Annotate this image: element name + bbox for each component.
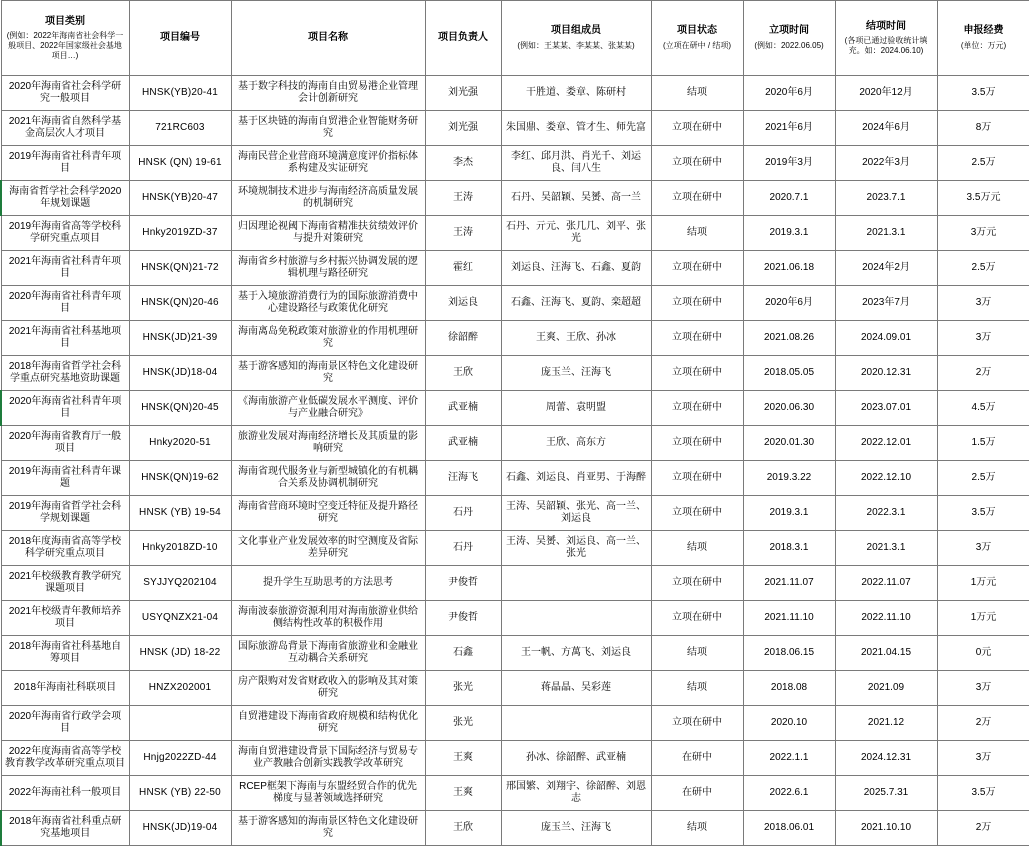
column-header-start-date [743,1,835,76]
column-title: 项目编号 [160,31,200,43]
cell-name: RCEP框架下海南与东盟经贸合作的优先梯度与显著领域选择研究 [231,776,425,811]
column-title: 项目类别 [45,15,85,27]
cell-fee: 3万 [937,741,1029,776]
table-row[interactable] [1,321,1029,356]
cell-fee: 8万 [937,111,1029,146]
table-row[interactable] [1,636,1029,671]
cell-leader: 武亚楠 [425,391,501,426]
cell-name: 提升学生互助思考的方法思考 [231,566,425,601]
cell-end-date: 2021.3.1 [835,531,937,566]
cell-members: 庞玉兰、汪海飞 [501,356,651,391]
cell-end-date: 2021.10.10 [835,811,937,846]
cell-code: HNSK(YB)20-47 [129,181,231,216]
cell-code: Hnjg2022ZD-44 [129,741,231,776]
cell-category: 2020年海南省社科青年项目 [1,286,129,321]
cell-name: 基于游客感知的海南景区特色文化建设研究 [231,356,425,391]
cell-category: 2018年度海南省高等学校科学研究重点项目 [1,531,129,566]
table-row[interactable] [1,601,1029,636]
cell-name: 基于游客感知的海南景区特色文化建设研究 [231,811,425,846]
cell-category: 2018年海南省哲学社会科学重点研究基地资助课题 [1,356,129,391]
cell-members: 李红、邱月洪、肖光千、刘运良、闫八生 [501,146,651,181]
cell-members [501,706,651,741]
column-title: 项目负责人 [438,31,488,43]
cell-name: 自贸港建设下海南省政府规模和结构优化研究 [231,706,425,741]
cell-leader: 李杰 [425,146,501,181]
cell-leader: 徐韶醉 [425,321,501,356]
cell-category: 2018年海南省社科基地自筹项目 [1,636,129,671]
cell-code: HNSK(QN)20-46 [129,286,231,321]
table-row[interactable] [1,811,1029,846]
cell-fee: 1万元 [937,601,1029,636]
cell-leader: 王欣 [425,811,501,846]
cell-start-date: 2019.3.22 [743,461,835,496]
cell-name: 归因理论视阈下海南省精准扶贫绩效评价与提升对策研究 [231,216,425,251]
cell-category: 2019年海南省高等学校科学研究重点项目 [1,216,129,251]
cell-name: 基于入境旅游消费行为的国际旅游消费中心建设路径与政策优化研究 [231,286,425,321]
cell-status: 立项在研中 [651,426,743,461]
cell-members: 庞玉兰、汪海飞 [501,811,651,846]
cell-status: 结项 [651,671,743,706]
cell-start-date: 2021.11.07 [743,566,835,601]
cell-start-date: 2018.08 [743,671,835,706]
column-header-status [651,1,743,76]
cell-name: 基于区块链的海南自贸港企业智能财务研究 [231,111,425,146]
cell-members [501,601,651,636]
cell-status: 立项在研中 [651,601,743,636]
cell-name: 房产限购对发省财政收入的影响及其对策研究 [231,671,425,706]
column-subtitle: (例如：2022年海南省社会科学一般项目、2022年国家级社会基地项目…) [6,31,124,60]
cell-status: 立项在研中 [651,321,743,356]
cell-name: 海南省乡村旅游与乡村振兴协调发展的逻辑机理与路径研究 [231,251,425,286]
column-title: 项目名称 [308,31,348,43]
cell-leader: 汪海飞 [425,461,501,496]
table-row[interactable] [1,426,1029,461]
cell-fee: 3万 [937,531,1029,566]
cell-name: 基于数字科技的海南自由贸易港企业管理会计创新研究 [231,76,425,111]
cell-members: 邢国繁、刘翔宇、徐韶醉、刘恩志 [501,776,651,811]
table-row[interactable] [1,741,1029,776]
cell-fee: 3.5万 [937,776,1029,811]
cell-members: 王爽、王欣、孙冰 [501,321,651,356]
cell-status: 立项在研中 [651,286,743,321]
cell-leader: 武亚楠 [425,426,501,461]
cell-status: 立项在研中 [651,566,743,601]
cell-leader: 刘运良 [425,286,501,321]
cell-name: 海南民营企业营商环境满意度评价指标体系构建及实证研究 [231,146,425,181]
column-title: 结项时间 [866,20,906,32]
cell-fee: 3万 [937,286,1029,321]
cell-category: 2021年校级青年教师培养项目 [1,601,129,636]
table-body [1,76,1029,846]
cell-members: 王涛、吴赟、刘运良、高一兰、张光 [501,531,651,566]
cell-status: 结项 [651,76,743,111]
cell-name: 海南省营商环境时空变迁特征及提升路径研究 [231,496,425,531]
cell-end-date: 2023年7月 [835,286,937,321]
cell-end-date: 2021.12 [835,706,937,741]
cell-name: 国际旅游岛背景下海南省旅游业和金融业互动耦合关系研究 [231,636,425,671]
cell-start-date: 2020年6月 [743,76,835,111]
cell-fee: 2万 [937,811,1029,846]
cell-leader: 王涛 [425,181,501,216]
column-header-category [1,1,129,76]
cell-end-date: 2022年3月 [835,146,937,181]
cell-status: 立项在研中 [651,496,743,531]
cell-name: 海南波泰旅游资源利用对海南旅游业供给侧结构性改革的积极作用 [231,601,425,636]
table-header [1,1,1029,76]
cell-members: 王一帆、方萬飞、刘运良 [501,636,651,671]
table-row[interactable] [1,391,1029,426]
cell-category: 2018年海南省社科重点研究基地项目 [1,811,129,846]
cell-name: 环境规制技术进步与海南经济高质量发展的机制研究 [231,181,425,216]
cell-leader: 尹俊哲 [425,566,501,601]
cell-status: 结项 [651,216,743,251]
cell-members: 干胜道、娄章、陈研村 [501,76,651,111]
cell-end-date: 2024年2月 [835,251,937,286]
cell-category: 2018年海南社科联项目 [1,671,129,706]
cell-end-date: 2022.12.10 [835,461,937,496]
cell-category: 2019年海南省哲学社会科学规划课题 [1,496,129,531]
cell-end-date: 2025.7.31 [835,776,937,811]
cell-end-date: 2021.09 [835,671,937,706]
cell-fee: 2万 [937,356,1029,391]
table-row[interactable] [1,566,1029,601]
cell-start-date: 2020年6月 [743,286,835,321]
cell-fee: 2.5万 [937,251,1029,286]
column-header-code [129,1,231,76]
table-row[interactable] [1,146,1029,181]
cell-end-date: 2022.11.07 [835,566,937,601]
cell-members: 周蕾、袁明盟 [501,391,651,426]
cell-end-date: 2024.12.31 [835,741,937,776]
column-subtitle: (单位：万元) [960,40,1007,50]
cell-category: 海南省哲学社会科学2020年规划课题 [1,181,129,216]
cell-category: 2021年校级教育教学研究课题项目 [1,566,129,601]
cell-leader: 王欣 [425,356,501,391]
cell-code: USYQNZX21-04 [129,601,231,636]
cell-status: 立项在研中 [651,706,743,741]
cell-status: 立项在研中 [651,356,743,391]
cell-leader: 霍红 [425,251,501,286]
cell-leader: 石丹 [425,531,501,566]
column-header-name [231,1,425,76]
cell-start-date: 2018.06.01 [743,811,835,846]
cell-start-date: 2019年3月 [743,146,835,181]
table-row[interactable] [1,461,1029,496]
cell-members [501,566,651,601]
table-row[interactable] [1,531,1029,566]
cell-category: 2020年海南省行政学会项目 [1,706,129,741]
table-row[interactable] [1,496,1029,531]
column-subtitle: (例如：王某某、李某某、张某某) [517,40,635,50]
cell-status: 立项在研中 [651,181,743,216]
column-header-leader [425,1,501,76]
cell-fee: 1万元 [937,566,1029,601]
cell-code: HNSK(JD)18-04 [129,356,231,391]
cell-category: 2020年海南省教育厅一般项目 [1,426,129,461]
cell-category: 2022年海南社科一般项目 [1,776,129,811]
cell-end-date: 2024年6月 [835,111,937,146]
cell-start-date: 2018.3.1 [743,531,835,566]
table-row[interactable] [1,286,1029,321]
cell-end-date: 2022.3.1 [835,496,937,531]
cell-end-date: 2023.7.1 [835,181,937,216]
cell-code [129,706,231,741]
cell-name: 文化事业产业发展效率的时空测度及省际差异研究 [231,531,425,566]
column-subtitle: (各项已通过验收统计填充。如：2024.06.10) [844,36,928,55]
cell-members: 王涛、吴韶颖、张光、高一兰、刘运良 [501,496,651,531]
cell-end-date: 2023.07.01 [835,391,937,426]
cell-members: 石丹、吴韶颖、吴赟、高一兰 [501,181,651,216]
cell-code: HNSK(JD)19-04 [129,811,231,846]
cell-fee: 3.5万元 [937,181,1029,216]
cell-start-date: 2021年6月 [743,111,835,146]
column-header-members [501,1,651,76]
cell-end-date: 2021.04.15 [835,636,937,671]
cell-start-date: 2020.06.30 [743,391,835,426]
cell-members: 王欣、高东方 [501,426,651,461]
cell-leader: 王爽 [425,776,501,811]
table-row[interactable] [1,356,1029,391]
cell-name: 海南离岛免税政策对旅游业的作用机理研究 [231,321,425,356]
cell-members: 石丹、亓元、张几几、刘平、张光 [501,216,651,251]
cell-fee: 3万 [937,321,1029,356]
cell-members: 石鑫、刘运良、肖亚男、于海醉 [501,461,651,496]
column-header-fee [937,1,1029,76]
table-row[interactable] [1,111,1029,146]
cell-code: HNZX202001 [129,671,231,706]
cell-members: 石鑫、汪海飞、夏韵、栾超超 [501,286,651,321]
cell-start-date: 2019.3.1 [743,496,835,531]
cell-end-date: 2020年12月 [835,76,937,111]
header-row [1,1,1029,76]
table-row[interactable] [1,671,1029,706]
cell-fee: 3万元 [937,216,1029,251]
cell-code: HNSK (JD) 18-22 [129,636,231,671]
cell-end-date: 2022.12.01 [835,426,937,461]
cell-end-date: 2021.3.1 [835,216,937,251]
cell-code: HNSK (QN) 19-61 [129,146,231,181]
column-subtitle: (立项在研中 / 结项) [663,40,731,50]
cell-code: HNSK(YB)20-41 [129,76,231,111]
cell-fee: 1.5万 [937,426,1029,461]
cell-fee: 2.5万 [937,146,1029,181]
cell-category: 2021年海南省社科青年项目 [1,251,129,286]
cell-code: Hnky2018ZD-10 [129,531,231,566]
cell-leader: 王爽 [425,741,501,776]
cell-members: 蒋晶晶、吴彩莲 [501,671,651,706]
cell-start-date: 2020.7.1 [743,181,835,216]
cell-start-date: 2021.08.26 [743,321,835,356]
cell-status: 立项在研中 [651,391,743,426]
column-title: 立项时间 [769,25,809,37]
cell-status: 立项在研中 [651,251,743,286]
cell-start-date: 2021.11.10 [743,601,835,636]
table-row[interactable] [1,181,1029,216]
cell-start-date: 2020.10 [743,706,835,741]
cell-category: 2022年度海南省高等学校教育教学改革研究重点项目 [1,741,129,776]
cell-code: HNSK(QN)20-45 [129,391,231,426]
cell-status: 结项 [651,811,743,846]
cell-category: 2020年海南省社会科学研究一般项目 [1,76,129,111]
cell-status: 在研中 [651,776,743,811]
table-row[interactable] [1,216,1029,251]
cell-start-date: 2021.06.18 [743,251,835,286]
table-row[interactable] [1,251,1029,286]
cell-status: 在研中 [651,741,743,776]
column-header-end-date [835,1,937,76]
cell-start-date: 2019.3.1 [743,216,835,251]
cell-leader: 王涛 [425,216,501,251]
cell-code: Hnky2020-51 [129,426,231,461]
cell-code: HNSK(JD)21-39 [129,321,231,356]
cell-fee: 0元 [937,636,1029,671]
cell-status: 立项在研中 [651,111,743,146]
table-row[interactable] [1,776,1029,811]
cell-code: HNSK(QN)19-62 [129,461,231,496]
cell-name: 海南省现代服务业与新型城镇化的有机耦合关系及协调机制研究 [231,461,425,496]
cell-start-date: 2018.05.05 [743,356,835,391]
table-row[interactable] [1,76,1029,111]
cell-code: Hnky2019ZD-37 [129,216,231,251]
cell-leader: 石鑫 [425,636,501,671]
column-title: 项目组成员 [551,25,601,37]
cell-members: 孙冰、徐韶醉、武亚楠 [501,741,651,776]
cell-name: 海南自贸港建设背景下国际经济与贸易专业产教融合创新实践教学改革研究 [231,741,425,776]
cell-code: HNSK (YB) 19-54 [129,496,231,531]
cell-category: 2019年海南省社科青年课题 [1,461,129,496]
cell-leader: 刘光强 [425,76,501,111]
cell-end-date: 2020.12.31 [835,356,937,391]
cell-category: 2019年海南省社科青年项目 [1,146,129,181]
cell-leader: 尹俊哲 [425,601,501,636]
cell-category: 2021年海南省自然科学基金高层次人才项目 [1,111,129,146]
cell-fee: 3万 [937,671,1029,706]
cell-leader: 石丹 [425,496,501,531]
cell-start-date: 2018.06.15 [743,636,835,671]
cell-leader: 张光 [425,671,501,706]
cell-fee: 2万 [937,706,1029,741]
cell-status: 结项 [651,531,743,566]
cell-code: SYJJYQ202104 [129,566,231,601]
cell-fee: 3.5万 [937,496,1029,531]
cell-code: HNSK(QN)21-72 [129,251,231,286]
cell-start-date: 2022.1.1 [743,741,835,776]
cell-code: 721RC603 [129,111,231,146]
cell-code: HNSK (YB) 22-50 [129,776,231,811]
table-row[interactable] [1,706,1029,741]
cell-leader: 刘光强 [425,111,501,146]
cell-status: 立项在研中 [651,146,743,181]
cell-status: 立项在研中 [651,461,743,496]
cell-fee: 3.5万 [937,76,1029,111]
cell-end-date: 2022.11.10 [835,601,937,636]
column-title: 项目状态 [677,25,717,37]
cell-start-date: 2022.6.1 [743,776,835,811]
cell-category: 2020年海南省社科青年项目 [1,391,129,426]
cell-fee: 4.5万 [937,391,1029,426]
column-subtitle: (例如：2022.06.05) [754,40,824,50]
column-title: 申报经费 [963,25,1004,37]
cell-members: 刘运良、汪海飞、石鑫、夏韵 [501,251,651,286]
cell-members: 朱国鼎、娄章、管才生、师先富 [501,111,651,146]
cell-name: 《海南旅游产业低碳发展水平测度、评价与产业融合研究》 [231,391,425,426]
cell-name: 旅游业发展对海南经济增长及其质量的影响研究 [231,426,425,461]
cell-status: 结项 [651,636,743,671]
cell-fee: 2.5万 [937,461,1029,496]
cell-start-date: 2020.01.30 [743,426,835,461]
cell-end-date: 2024.09.01 [835,321,937,356]
cell-leader: 张光 [425,706,501,741]
cell-category: 2021年海南省社科基地项目 [1,321,129,356]
